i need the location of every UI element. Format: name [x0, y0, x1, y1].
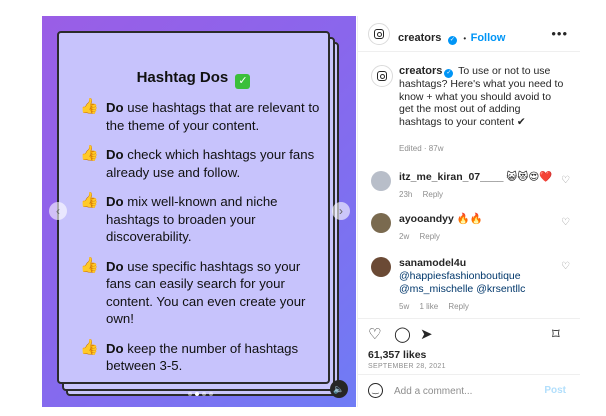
thumbs-up-icon: 👍 [80, 338, 99, 356]
tip-text [106, 99, 320, 134]
thumbs-up-icon: 👍 [80, 192, 99, 209]
verified-badge-icon: ✓ [446, 70, 452, 76]
comment-time: 23h [399, 190, 413, 199]
comment-meta [399, 188, 559, 201]
comment-avatar[interactable] [371, 257, 391, 277]
likes-count[interactable]: 61,357 likes [368, 349, 427, 361]
like-comment-heart-icon[interactable]: ♡ [561, 175, 570, 186]
more-options-icon[interactable]: ••• [551, 26, 568, 41]
comment-text: 😺😻😍❤️ [506, 171, 553, 183]
comment-time: 5w [399, 302, 410, 311]
like-comment-heart-icon[interactable]: ♡ [561, 261, 570, 272]
comment-bubble-icon[interactable]: ◯ [394, 326, 411, 343]
caption-username[interactable]: creators [399, 65, 443, 77]
post-sidebar [357, 16, 579, 407]
thumbs-up-icon: 👍 [80, 98, 99, 115]
add-comment-input[interactable] [394, 383, 539, 399]
header-username[interactable]: creators [398, 32, 442, 44]
check-mark-icon: ✓ [235, 74, 250, 89]
tips-list [80, 99, 320, 387]
comment-body [399, 171, 559, 201]
tip-do: Do [106, 100, 124, 115]
post-comment-button[interactable]: Post [544, 385, 566, 396]
comment-time: 2w [399, 232, 410, 241]
caption-body: To use or not to use hashtags? Here's what you need to know + what you should avoid to get the most out of adding hashtags to your content ✔ [399, 65, 564, 128]
tip-body: use specific hashtags so your fans can easily search for your content. You can even create your own! [106, 258, 306, 326]
header-separator: • [463, 34, 467, 43]
comment-username[interactable]: ayooandyy [399, 213, 454, 225]
tip-text [106, 193, 320, 246]
carousel-dot [202, 392, 206, 396]
carousel-dot [209, 392, 213, 396]
reply-button[interactable]: Reply [422, 190, 444, 199]
tip-text [106, 340, 320, 375]
comment-body [399, 213, 559, 243]
caption-avatar[interactable] [371, 65, 393, 87]
tip-do: Do [106, 194, 124, 209]
tip-item [80, 99, 320, 134]
like-heart-icon[interactable]: ♡ [368, 326, 382, 343]
tip-item [80, 340, 320, 375]
previous-slide-button[interactable]: ‹ [49, 202, 67, 220]
comment-body [399, 257, 559, 313]
reply-button[interactable]: Reply [419, 232, 440, 241]
post-header [358, 16, 580, 52]
comment-mention[interactable]: @ms_mischelle [399, 283, 474, 295]
follow-button[interactable]: Follow [470, 32, 506, 44]
tip-item [80, 193, 320, 246]
comment-mention[interactable]: @krsentllc [476, 283, 526, 295]
mute-audio-button[interactable]: 🔈 [330, 380, 348, 398]
save-bookmark-icon[interactable]: ⌑ [552, 326, 560, 343]
thumbs-up-icon: 👍 [80, 145, 99, 162]
tip-body: keep the number of hashtags between 3-5. [106, 340, 299, 373]
comment-text: 🔥🔥 [456, 213, 483, 225]
carousel-dots [188, 392, 213, 396]
emoji-smile-icon[interactable]: ‿ [368, 383, 383, 398]
tip-text [106, 258, 320, 328]
caption-meta: Edited · 87w [399, 144, 444, 153]
comment-mention[interactable]: @happiesfashionboutique [399, 270, 521, 282]
comment-avatar[interactable] [371, 213, 391, 233]
like-comment-heart-icon[interactable]: ♡ [561, 217, 570, 228]
carousel-dot [188, 392, 192, 396]
comment-meta [399, 300, 559, 313]
tip-item [80, 146, 320, 181]
card-title-text: Hashtag Dos [136, 69, 229, 86]
comment-meta [399, 230, 559, 243]
hashtag-dos-card [57, 31, 330, 384]
caption-text [399, 65, 565, 128]
tip-body: mix well-known and niche hashtags to broaden your discoverability. [106, 194, 278, 244]
tip-body: check which hashtags your fans already use and follow. [106, 147, 315, 180]
tip-text [106, 146, 320, 181]
comment-composer [358, 374, 580, 407]
tip-do: Do [106, 147, 124, 162]
next-slide-button[interactable]: › [332, 202, 350, 220]
tip-body: use hashtags that are relevant to the theme of your content. [106, 100, 320, 133]
comment-avatar[interactable] [371, 171, 391, 191]
verified-badge-icon: ✓ [449, 37, 455, 43]
tip-do: Do [106, 340, 124, 356]
post-media-carousel[interactable] [42, 16, 356, 407]
comments-panel[interactable] [358, 53, 580, 318]
header-user-line [398, 28, 505, 46]
instagram-logo-icon [374, 29, 384, 39]
tip-do: Do [106, 258, 124, 274]
creators-avatar[interactable] [368, 23, 390, 45]
comment-likes[interactable]: 1 like [419, 302, 439, 311]
tip-item [80, 258, 320, 328]
instagram-logo-icon [377, 71, 387, 81]
carousel-dot-active [195, 392, 199, 396]
thumbs-up-icon: 👍 [80, 256, 99, 274]
comment-username[interactable]: itz_me_kiran_07____ [399, 171, 504, 183]
reply-button[interactable]: Reply [448, 302, 469, 311]
share-paper-plane-icon[interactable]: ➤ [420, 326, 433, 343]
post-date: SEPTEMBER 28, 2021 [368, 363, 446, 370]
post-actions [358, 318, 580, 374]
comment-username[interactable]: sanamodel4u [399, 257, 467, 269]
card-title [59, 69, 328, 89]
